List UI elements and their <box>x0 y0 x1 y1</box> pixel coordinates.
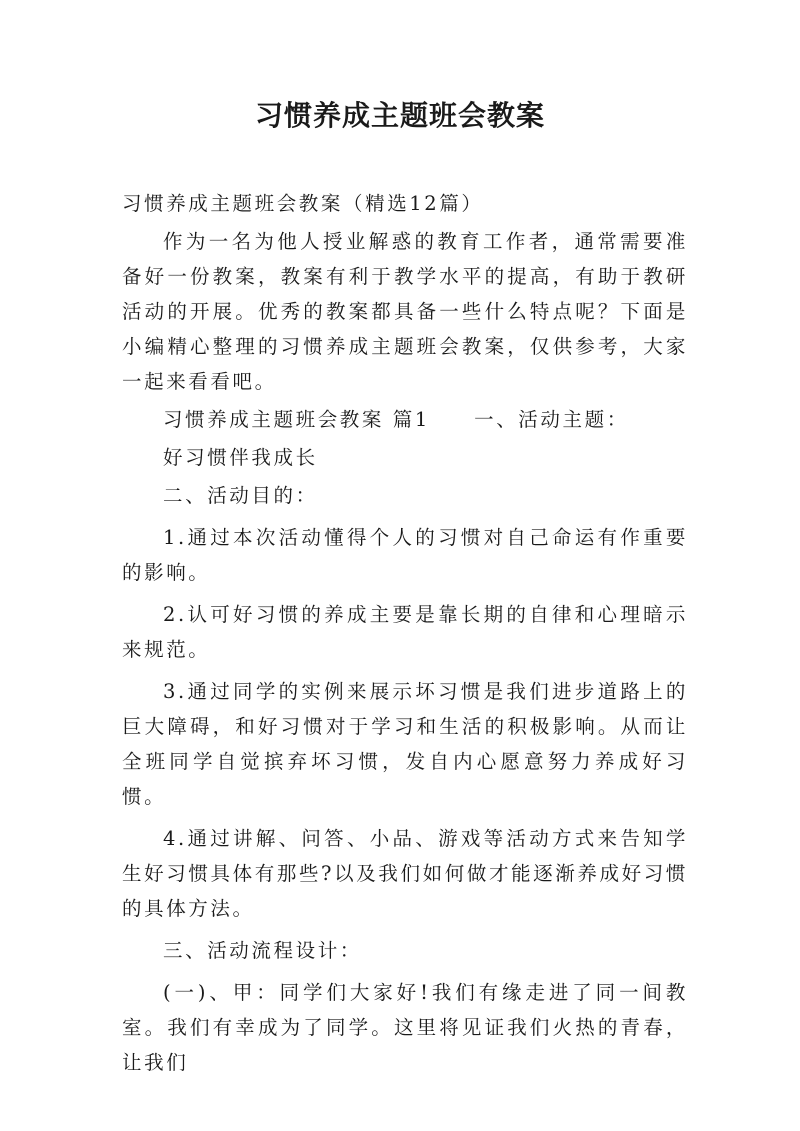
section-heading: 习惯养成主题班会教案 篇1 一、活动主题： <box>163 408 629 431</box>
goal-item-4: 4.通过讲解、问答、小品、游戏等活动方式来告知学生好习惯具体有那些?以及我们如何做才能逐渐养成好习惯的具体方法。 <box>122 827 688 920</box>
document-title: 习惯养成主题班会教案 <box>254 99 545 132</box>
intro-paragraph: 作为一名为他人授业解惑的教育工作者，通常需要准备好一份教案，教案有利于教学水平的提高，有助于教研活动的开展。优秀的教案都具备一些什么特点呢？下面是小编精心整理的习惯养成主题班会教案，仅供参考，大家一起来看看吧。 <box>122 230 688 393</box>
goal-item-2: 2.认可好习惯的养成主要是靠长期的自律和心理暗示来规范。 <box>122 603 688 661</box>
document-subtitle: 习惯养成主题班会教案（精选12篇） <box>122 192 484 215</box>
document-body <box>122 186 688 1080</box>
goals-heading: 二、活动目的： <box>163 484 318 507</box>
goal-item-1: 1.通过本次活动懂得个人的习惯对自己命运有作重要的影响。 <box>122 526 688 584</box>
activity-theme: 好习惯伴我成长 <box>163 446 318 469</box>
goal-item-3: 3.通过同学的实例来展示坏习惯是我们进步道路上的巨大障碍，和好习惯对于学习和生活的积极影响。从而让全班同学自觉摈弃坏习惯，发自内心愿意努力养成好习惯。 <box>122 680 688 808</box>
process-item-1: (一)、甲：同学们大家好!我们有缘走进了同一间教室。我们有幸成为了同学。这里将见证我们火热的青春，让我们 <box>122 981 688 1074</box>
process-heading: 三、活动流程设计： <box>163 939 362 962</box>
